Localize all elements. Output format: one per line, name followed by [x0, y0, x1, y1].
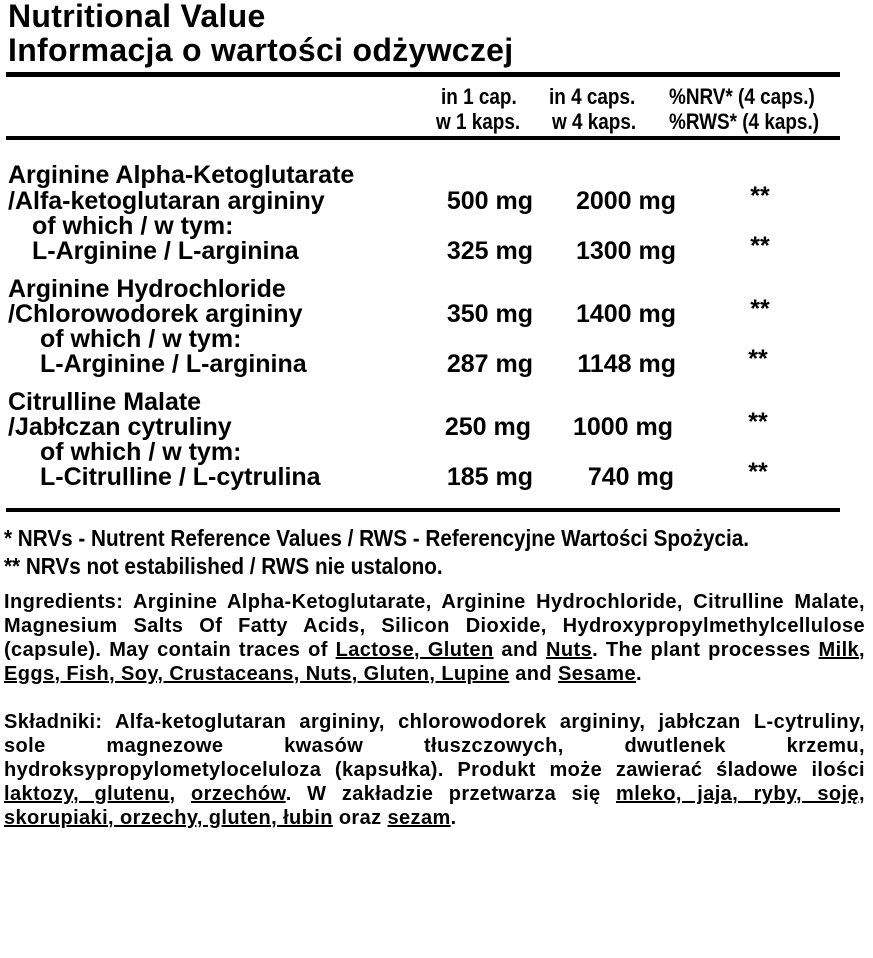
ingredients-pl-end: . [450, 807, 457, 829]
header-col3-en: %NRV* (4 caps.) [669, 84, 815, 109]
bottom-rule [6, 508, 840, 512]
row2-name-pl: /Chlorowodorek argininy [8, 300, 303, 328]
row1-value-1cap: 500 mg [446, 187, 533, 215]
ingredients-en-end: . [635, 663, 642, 685]
ingredients-english [4, 590, 865, 686]
row2-nrv: ** [750, 295, 770, 323]
row3-nrv: ** [748, 408, 768, 436]
header-col3-pl: %RWS* (4 kaps.) [669, 109, 820, 134]
header-col2-pl: w 4 kaps. [552, 109, 637, 134]
row2-value-4caps: 1400 mg [575, 300, 676, 328]
allergen-nuts-pl: orzechów [190, 783, 286, 805]
row1-name-en: Arginine Alpha-Ketoglutarate [8, 161, 355, 189]
ingredients-pl-and: oraz [338, 807, 382, 829]
row3-sub-value-1cap: 185 mg [446, 463, 533, 491]
row3-name-pl: /Jabłczan cytruliny [8, 413, 232, 441]
row1-value-4caps: 2000 mg [575, 187, 676, 215]
title-polish: Informacja o wartości odżywczej [8, 32, 514, 68]
row3-sub-value-4caps: 740 mg [587, 463, 674, 491]
row3-sub-label: of which / w tym: [40, 438, 242, 466]
row2-value-1cap: 350 mg [446, 300, 533, 328]
top-rule [6, 72, 840, 77]
ingredients-pl-mid: . W zakładzie przetwarza się [285, 783, 601, 805]
row3-sub-nrv: ** [748, 458, 768, 486]
header-col2-en: in 4 caps. [549, 84, 636, 109]
allergen-traces-pl: laktozy, glutenu [4, 783, 170, 805]
ingredients-polish [4, 710, 865, 830]
ingredients-en-mid: . The plant processes [592, 639, 811, 661]
row2-sub-nrv: ** [748, 345, 768, 373]
header-col1-pl: w 1 kaps. [436, 109, 521, 134]
row1-sub-value-1cap: 325 mg [446, 237, 533, 265]
allergen-nuts-en: Nuts [546, 639, 593, 661]
allergen-sesame-en: Sesame [557, 663, 636, 685]
header-rule [6, 136, 840, 140]
footnote-not-established: ** NRVs not estabilished / RWS nie ustalono. [4, 553, 443, 579]
allergen-plant-en: Milk, Eggs, Fish, Soy, Crustaceans, Nuts, Gluten, Lupine [4, 639, 865, 685]
row2-sub-value-1cap: 287 mg [446, 350, 533, 378]
row1-sub-nrv: ** [750, 232, 770, 260]
row2-name-en: Arginine Hydrochloride [8, 275, 286, 303]
row2-sub-value-4caps: 1148 mg [577, 350, 676, 378]
allergen-traces-en: Lactose, Gluten [335, 639, 494, 661]
row3-name-en: Citrulline Malate [8, 388, 202, 416]
ingredients-en-and1: and [501, 639, 539, 661]
allergen-sesame-pl: sezam [387, 807, 451, 829]
row1-name-pl: /Alfa-ketoglutaran argininy [8, 187, 325, 215]
header-col1-en: in 1 cap. [441, 84, 517, 109]
ingredients-en-and2: and [515, 663, 552, 685]
row1-sub-name: L-Arginine / L-arginina [32, 237, 299, 265]
footnote-nrv: * NRVs - Nutrent Reference Values / RWS - Referencyjne Wartości Spożycia. [4, 525, 750, 551]
row1-sub-value-4caps: 1300 mg [575, 237, 676, 265]
row1-sub-label: of which / w tym: [32, 212, 234, 240]
title-english: Nutritional Value [8, 0, 266, 34]
ingredients-pl-text: Składniki: Alfa-ketoglutaran argininy, chlorowodorek argininy, jabłczan L-cytruliny, sole magnezowe kwasów tłuszczowych, dwutlenek krzemu, hydroksypropylometyloceluloza (kapsułka). Produkt może zawierać śladowe ilości [4, 711, 865, 781]
row3-value-4caps: 1000 mg [572, 413, 673, 441]
row1-nrv: ** [750, 182, 770, 210]
row2-sub-name: L-Arginine / L-arginina [40, 350, 307, 378]
ingredients-pl-sep: , [169, 783, 176, 805]
row2-sub-label: of which / w tym: [40, 325, 242, 353]
allergen-plant-pl: mleko, jaja, ryby, soję, skorupiaki, orzechy, gluten, łubin [4, 783, 865, 829]
row3-value-1cap: 250 mg [444, 413, 531, 441]
row3-sub-name: L-Citrulline / L-cytrulina [40, 463, 321, 491]
ingredients-en-text: Ingredients: Arginine Alpha-Ketoglutarate, Arginine Hydrochloride, Citrulline Malate, Magnesium Salts Of Fatty Acids, Silicon Dioxide, Hydroxypropylmethylcellulose (capsule). May contain traces of [4, 591, 865, 661]
